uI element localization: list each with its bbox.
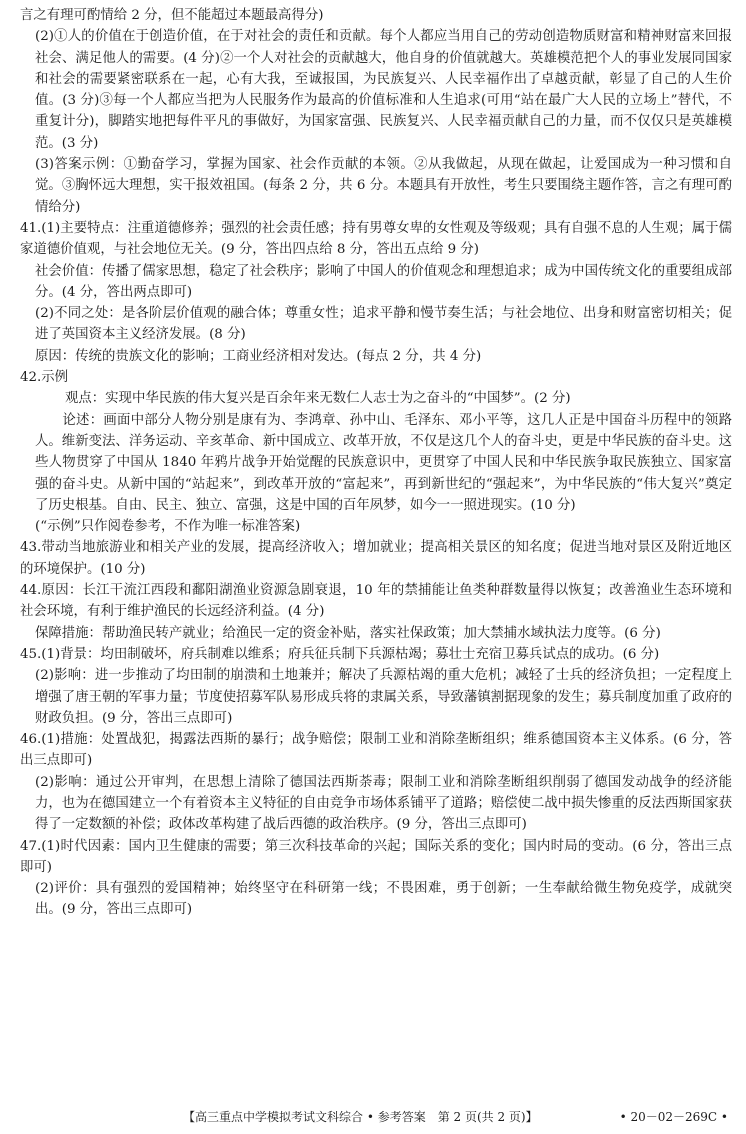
page-footer (0, 1106, 746, 1128)
answer-paragraph: 44.原因：长江干流江西段和鄱阳湖渔业资源急剧衰退，10 年的禁捕能让鱼类种群数量得以恢复；改善渔业生态环境和社会环境，有利于维护渔民的长远经济利益。(4 分) (20, 583, 732, 620)
answer-paragraph: 保障措施：帮助渔民转产就业；给渔民一定的资金补贴，落实社保政策；加大禁捕水域执法力度等。(6 分) (35, 625, 661, 641)
answer-paragraph: 原因：传统的贵族文化的影响；工商业经济相对发达。(每点 2 分，共 4 分) (35, 348, 482, 364)
answer-paragraph: 观点：实现中华民族的伟大复兴是百余年来无数仁人志士为之奋斗的“中国梦”。(2 分) (65, 391, 571, 407)
footer-code: • 20－02－269C • (619, 1110, 728, 1124)
answer-paragraph: 论述：画面中部分人物分别是康有为、李鸿章、孙中山、毛泽东、邓小平等，这几人正是中国奋斗历程中的领路人。维新变法、洋务运动、辛亥革命、新中国成立、改革开放，不仅是这几个人的奋斗史，更是中华民族的奋斗史。这些人物贯穿了中国从 1840 年鸦片战争开始觉醒的民族意识中，更贯穿了中国人民和中华民族争取民族独立、国家富强的奋斗史。从新中国的“站起来”，到改革开放的“富起来”，再到新世纪的“强起来”，为中华民族的“伟大复兴”奠定了历史根基。自由、民主、独立、富强，这是中国的百年夙梦，如今一一照进现实。(10 分) (35, 412, 732, 513)
answer-paragraph: 46.(1)措施：处置战犯，揭露法西斯的暴行；战争赔偿；限制工业和消除垄断组织；维系德国资本主义体系。(6 分，答出三点即可) (20, 732, 732, 769)
answer-paragraph: 45.(1)背景：均田制破坏，府兵制难以维系；府兵征兵制下兵源枯竭；募壮士充宿卫募兵试点的成功。(6 分) (20, 646, 660, 662)
answer-paragraph: (3)答案示例：①勤奋学习，掌握为国家、社会作贡献的本领。②从我做起，从现在做起，让爱国成为一种习惯和自觉。③胸怀远大理想，实干报效祖国。(每条 2 分，共 6 分。本题具有开放性，考生只要围绕主题作答，言之有理可酌情给分) (35, 157, 732, 215)
answer-paragraph: 41.(1)主要特点：注重道德修养；强烈的社会责任感；持有男尊女卑的女性观及等级观；具有自强不息的人生观；属于儒家道德价值观，与社会地位无关。(9 分，答出四点给 8 分，答出五点给 9 分) (20, 220, 732, 258)
answer-paragraph: 43.带动当地旅游业和相关产业的发展，提高经济收入；增加就业；提高相关景区的知名度；促进当地对景区及附近地区的环境保护。(10 分) (20, 540, 732, 577)
answer-paragraph: 42.示例 (20, 370, 69, 386)
answer-content (20, 5, 732, 921)
footer-title: 【高三重点中学模拟考试文科综合 • 参考答案 第 2 页(共 2 页)】 (183, 1110, 538, 1124)
answer-paragraph: (2)影响：通过公开审判，在思想上清除了德国法西斯荼毒；限制工业和消除垄断组织削弱了德国发动战争的经济能力，也为在德国建立一个有着资本主义特征的自由竞争市场体系铺平了道路；赔偿使二战中损失惨重的反法西斯国家获得了一定数额的补偿；政体改革构建了战后西德的政治秩序。(9 分，答出三点即可) (35, 774, 732, 833)
answer-paragraph: 47.(1)时代因素：国内卫生健康的需要；第三次科技革命的兴起；国际关系的变化；国内时局的变动。(6 分，答出三点即可) (20, 838, 732, 875)
answer-paragraph: 社会价值：传播了儒家思想，稳定了社会秩序；影响了中国人的价值观念和理想追求；成为中国传统文化的重要组成部分。(4 分，答出两点即可) (35, 263, 732, 300)
answer-paragraph: (“示例”只作阅卷参考，不作为唯一标准答案) (35, 519, 301, 535)
answer-paragraph: (2)①人的价值在于创造价值，在于对社会的责任和贡献。每个人都应当用自己的劳动创造物质财富和精神财富来回报社会、满足他人的需要。(4 分)②一个人对社会的贡献越大，他自身的价值就越大。英雄模范把个人的事业发展同国家和社会的需要紧密联系在一起，心有大我，至诚报国，为民族复兴、人民幸福作出了卓越贡献，彰显了自己的人生价值。(3 分)③每一个人都应当把为人民服务作为最高的价值标准和人生追求(可用“站在最广大人民的立场上”替代，不重复计分)，脚踏实地把每件平凡的事做好，为国家富强、民族复兴、人民幸福贡献自己的力量，而不仅仅只是英雄模范。(3 分) (35, 29, 732, 151)
answer-paragraph: 言之有理可酌情给 2 分，但不能超过本题最高得分) (20, 8, 324, 23)
answer-paragraph: (2)不同之处：是各阶层价值观的融合体；尊重女性；追求平静和慢节奏生活；与社会地位、出身和财富密切相关；促进了英国资本主义经济发展。(8 分) (35, 306, 732, 343)
answer-paragraph: (2)影响：进一步推动了均田制的崩溃和土地兼并；解决了兵源枯竭的重大危机；减轻了士兵的经济负担；一定程度上增强了唐王朝的军事力量；节度使招募军队易形成兵将的隶属关系，导致藩镇割据现象的发生；募兵制度加重了政府的财政负担。(9 分，答出三点即可) (35, 668, 732, 726)
answer-paragraph: (2)评价：具有强烈的爱国精神；始终坚守在科研第一线；不畏困难，勇于创新；一生奉献给微生物免疫学，成就突出。(9 分，答出三点即可) (35, 881, 732, 918)
